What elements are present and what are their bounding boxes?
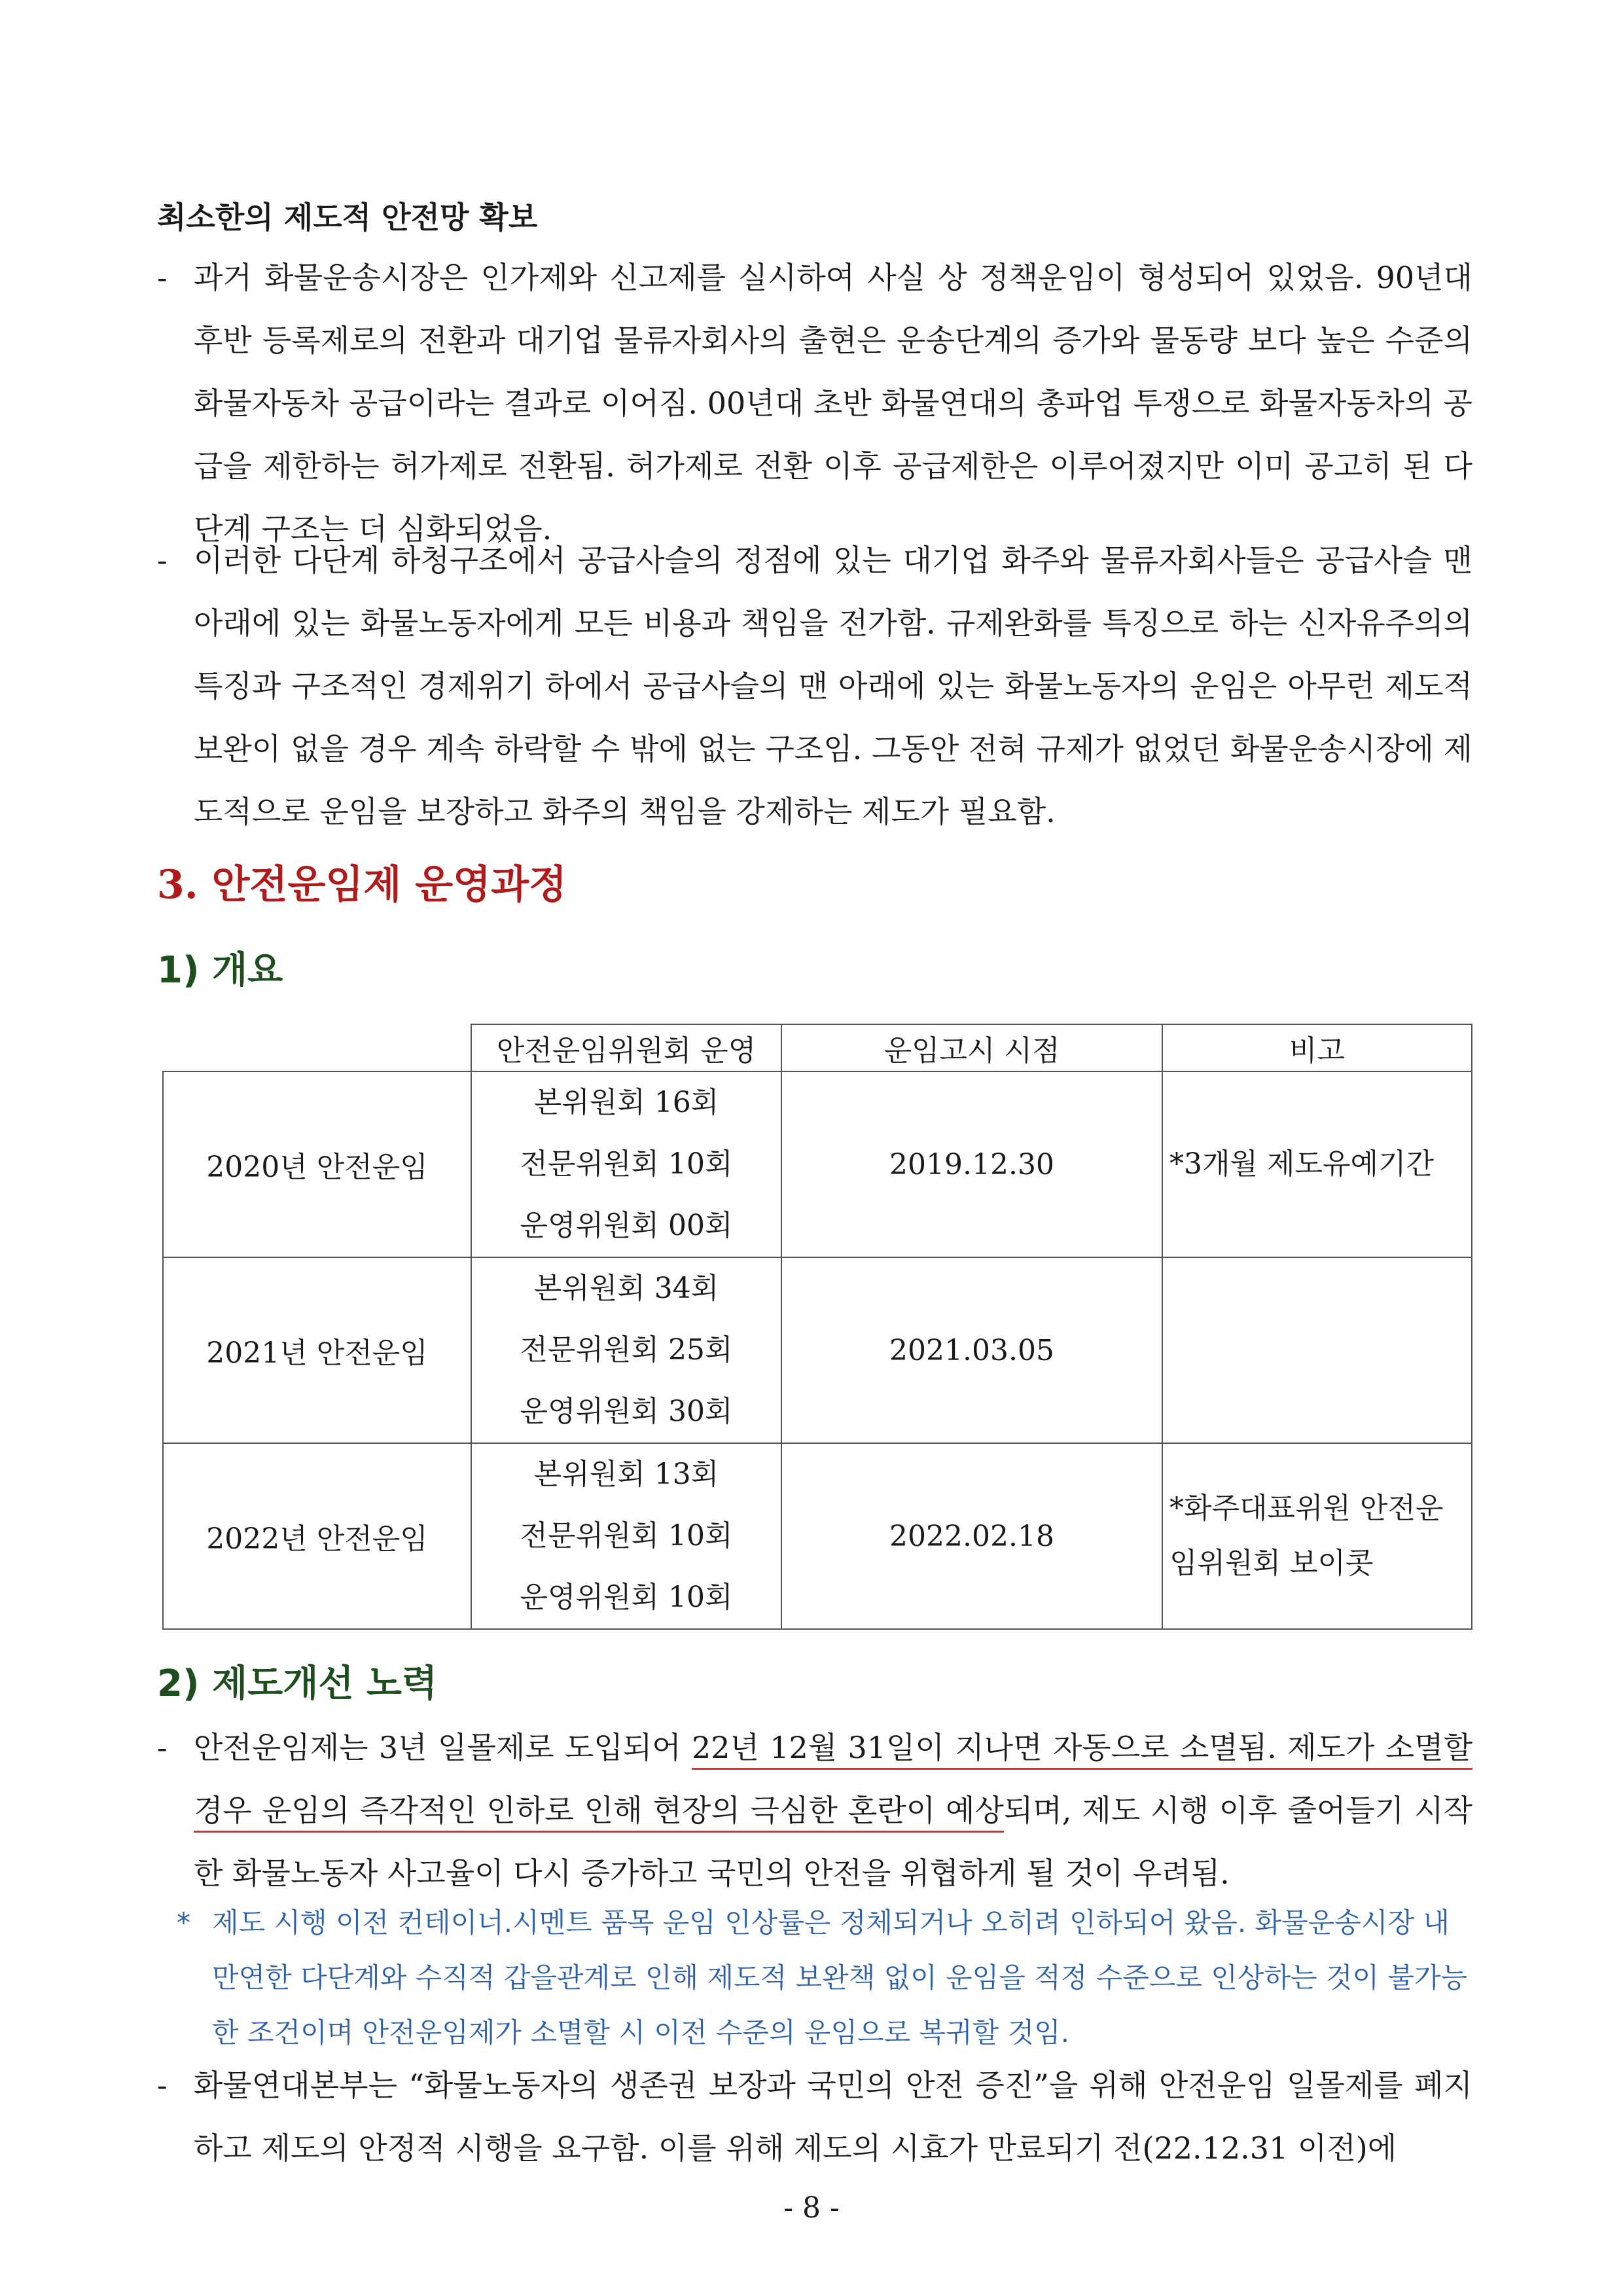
section-title: 3. 안전운임제 운영과정 [157,862,567,908]
bullet-paragraph [157,1716,1472,1905]
committee-cell [471,1071,781,1257]
bullet-text: 화물연대본부는 “화물노동자의 생존권 보장과 국민의 안전 증진”을 위해 안전운임 일몰제를 폐지하고 제도의 안정적 시행을 요구함. 이를 위해 제도의 시효가 만료되기 전(22.12.31 이전)에 [194,2068,1472,2166]
notice-date-cell: 2021.03.05 [781,1257,1162,1443]
committee-cell [471,1443,781,1629]
bullet-text: 과거 화물운송시장은 인가제와 신고제를 실시하여 사실 상 정책운임이 형성되어 있었음. 90년대 후반 등록제로의 전환과 대기업 물류자회사의 출현은 운송단계의 증가와 물동량 보다 높은 수준의 화물자동차 공급이라는 결과로 이어짐. 00년대 초반 화물연대의 총파업 투쟁으로 화물자동차의 공급을 제한하는 허가제로 전환됨. 허가제로 전환 이후 공급제한은 이루어졌지만 이미 공고히 된 다단계 구조는 더 심화되었음. [194,260,1472,547]
overview-heading: 1) 개요 [157,949,283,992]
notice-date-cell: 2022.02.18 [781,1443,1162,1629]
overview-table [162,1024,1472,1630]
subsection-heading: 최소한의 제도적 안전망 확보 [157,200,538,235]
text-run: 안전운임제는 3년 일몰제로 도입되어 [194,1730,692,1765]
bullet-text: 이러한 다단계 하청구조에서 공급사슬의 정점에 있는 대기업 화주와 물류자회사들은 공급사슬 맨 아래에 있는 화물노동자에게 모든 비용과 책임을 전가함. 규제완화를 특징으로 하는 신자유주의의 특징과 구조적인 경제위기 하에서 공급사슬의 맨 아래에 있는 화물노동자의 운임은 아무런 제도적 보완이 없을 경우 계속 하락할 수 밖에 없는 구조임. 그동안 전혀 규제가 없었던 화물운송시장에 제도적으로 운임을 보장하고 화주의 책임을 강제하는 제도가 필요함. [194,543,1472,829]
table-row [163,1257,1472,1443]
text-run: 되며, 제도 시행 이후 줄어들기 시작한 화물노동자 사고율이 다시 증가하고 국민의 안전을 위협하게 될 것이 우려됨. [194,1793,1472,1891]
committee-count: 운영위원회 10회 [520,1581,733,1614]
page-number: - 8 - [783,2191,840,2225]
underlined-text: 22년 12월 31일이 지나면 자동으로 소멸됨. 제도가 소멸할 경우 운임의 즉각적인 인하로 인해 현장의 극심한 혼란이 예상 [194,1730,1472,1833]
committee-cell [471,1257,781,1443]
table-header: 안전운임위원회 운영 [471,1024,781,1071]
note-cell: *화주대표위원 안전운임위원회 보이콧 [1162,1443,1472,1629]
committee-count: 본위원회 16회 [533,1086,719,1119]
committee-count: 전문위원회 25회 [520,1333,733,1367]
table-row [163,1443,1472,1629]
footnote [177,1895,1472,2060]
year-cell: 2020년 안전운임 [163,1071,471,1257]
dash-marker: - [157,543,168,578]
table-header-row [163,1024,1472,1071]
table-header: 운임고시 시점 [781,1024,1162,1071]
committee-count: 본위원회 13회 [533,1458,719,1491]
asterisk-marker: * [177,1907,190,1939]
committee-count: 본위원회 34회 [533,1272,719,1305]
footnote-text: 제도 시행 이전 컨테이너.시멘트 품목 운임 인상률은 정체되거나 오히려 인하되어 왔음. 화물운송시장 내 만연한 다단계와 수직적 갑을관계로 인해 제도적 보완책 없이 운임을 적정 수준으로 인상하는 것이 불가능한 조건이며 안전운임제가 소멸할 시 이전 수준의 운임으로 복귀할 것임. [212,1907,1468,2049]
bullet-paragraph [157,2054,1472,2179]
bullet-paragraph [157,246,1472,560]
dash-marker: - [157,260,168,295]
dash-marker: - [157,1730,168,1765]
note-cell [1162,1257,1472,1443]
committee-count: 운영위원회 30회 [520,1395,733,1428]
table-row [163,1071,1472,1257]
note-cell: *3개월 제도유예기간 [1162,1071,1472,1257]
bullet-paragraph [157,529,1472,843]
table-header-blank [163,1024,471,1071]
improvement-heading: 2) 제도개선 노력 [157,1662,438,1705]
year-cell: 2021년 안전운임 [163,1257,471,1443]
year-cell: 2022년 안전운임 [163,1443,471,1629]
table-header: 비고 [1162,1024,1472,1071]
notice-date-cell: 2019.12.30 [781,1071,1162,1257]
dash-marker: - [157,2068,168,2103]
committee-count: 전문위원회 10회 [520,1519,733,1552]
committee-count: 전문위원회 10회 [520,1147,733,1181]
committee-count: 운영위원회 00회 [520,1209,733,1242]
bullet-text [194,1716,1472,1905]
